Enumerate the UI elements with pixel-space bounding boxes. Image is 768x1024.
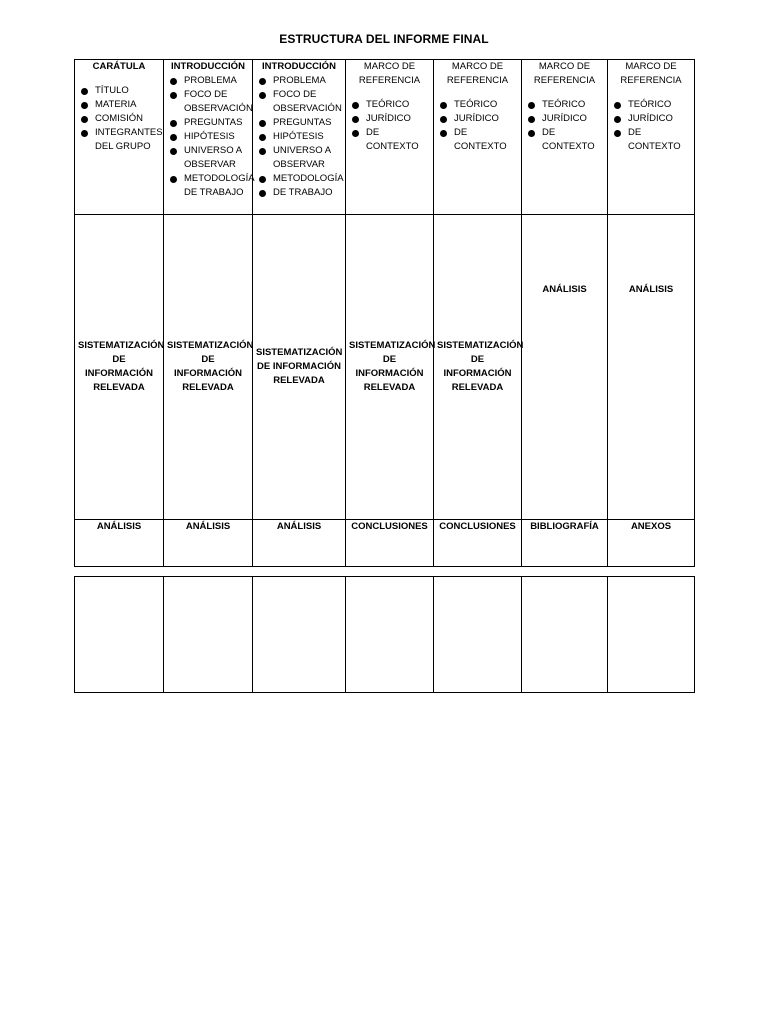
empty-cell [164, 577, 253, 693]
bullet-list [253, 74, 345, 200]
list-item: JURÍDICO [434, 112, 521, 126]
list-item: TEÓRICO [522, 98, 607, 112]
column-heading: INTRODUCCIÓN [262, 61, 336, 72]
column-heading: MARCO DE REFERENCIA [358, 61, 421, 86]
table-cell [434, 215, 522, 520]
list-item: PROBLEMA [253, 74, 345, 88]
bullet-list [434, 98, 521, 154]
list-item: DE TRABAJO [253, 186, 345, 200]
table-cell [346, 215, 434, 520]
list-item: INTEGRANTES DEL GRUPO [75, 126, 163, 154]
list-item: UNIVERSO A OBSERVAR [253, 144, 345, 172]
structure-table [74, 59, 695, 567]
column-heading: MARCO DE REFERENCIA [446, 61, 509, 86]
cell-marco-1 [346, 60, 434, 215]
document-title: ESTRUCTURA DEL INFORME FINAL [279, 32, 489, 46]
empty-cell [608, 577, 695, 693]
list-item: TEÓRICO [346, 98, 433, 112]
cell-text: SISTEMATIZACIÓN DE INFORMACIÓN RELEVADA [256, 347, 343, 386]
table-row [75, 577, 695, 693]
table-cell: ANÁLISIS [164, 520, 253, 567]
list-item: JURÍDICO [346, 112, 433, 126]
list-item: PROBLEMA [164, 74, 252, 88]
list-item: DE CONTEXTO [346, 126, 433, 154]
list-item: UNIVERSO A OBSERVAR [164, 144, 252, 172]
empty-table [74, 576, 695, 693]
column-heading: MARCO DE REFERENCIA [533, 61, 596, 86]
bullet-list [164, 74, 255, 200]
column-heading: CARÁTULA [92, 61, 146, 72]
cell-caratula [75, 60, 164, 215]
cell-introduccion-1 [164, 60, 253, 215]
cell-text: SISTEMATIZACIÓN DE INFORMACIÓN RELEVADA [167, 340, 254, 393]
cell-marco-2 [434, 60, 522, 215]
list-item: PREGUNTAS [164, 116, 252, 130]
cell-marco-4 [608, 60, 695, 215]
table-cell [608, 215, 695, 520]
cell-text: SISTEMATIZACIÓN DE INFORMACIÓN RELEVADA [437, 340, 524, 393]
table-cell: ANÁLISIS [253, 520, 346, 567]
list-item: FOCO DE OBSERVACIÓN [164, 88, 252, 116]
empty-cell [434, 577, 522, 693]
list-item: METODOLOGÍA [253, 172, 345, 186]
empty-cell [253, 577, 346, 693]
table-cell [253, 215, 346, 520]
list-item: DE CONTEXTO [608, 126, 694, 154]
list-item: JURÍDICO [522, 112, 607, 126]
list-item: DE CONTEXTO [434, 126, 521, 154]
table-cell: ANÁLISIS [75, 520, 164, 567]
table-cell: CONCLUSIONES [346, 520, 434, 567]
bullet-list [346, 98, 433, 154]
list-item: TÍTULO [75, 84, 163, 98]
empty-cell [522, 577, 608, 693]
table-row-sections [75, 60, 695, 215]
list-item: HIPÓTESIS [164, 130, 252, 144]
table-cell [75, 215, 164, 520]
bullet-list [75, 84, 163, 154]
list-item: TEÓRICO [434, 98, 521, 112]
empty-cell [75, 577, 164, 693]
table-cell: ANEXOS [608, 520, 695, 567]
table-cell [164, 215, 253, 520]
list-item: FOCO DE OBSERVACIÓN [253, 88, 345, 116]
bullet-list [522, 98, 607, 154]
cell-text: SISTEMATIZACIÓN DE INFORMACIÓN RELEVADA [349, 340, 436, 393]
cell-marco-3 [522, 60, 608, 215]
empty-cell [346, 577, 434, 693]
cell-text: SISTEMATIZACIÓN DE INFORMACIÓN RELEVADA [78, 340, 165, 393]
cell-text: ANÁLISIS [542, 284, 587, 295]
column-heading: MARCO DE REFERENCIA [620, 61, 682, 86]
table-row-middle [75, 215, 695, 520]
bullet-list [608, 98, 694, 154]
list-item: HIPÓTESIS [253, 130, 345, 144]
cell-introduccion-2 [253, 60, 346, 215]
list-item: JURÍDICO [608, 112, 694, 126]
list-item: COMISIÓN [75, 112, 163, 126]
column-heading: INTRODUCCIÓN [171, 61, 245, 72]
table-cell: CONCLUSIONES [434, 520, 522, 567]
table-row-bottom [75, 520, 695, 567]
table-cell [522, 215, 608, 520]
list-item: DE CONTEXTO [522, 126, 607, 154]
cell-text: ANÁLISIS [628, 284, 674, 295]
list-item: METODOLOGÍA DE TRABAJO [164, 172, 252, 200]
table-cell: BIBLIOGRAFÍA [522, 520, 608, 567]
list-item: TEÓRICO [608, 98, 694, 112]
list-item: MATERIA [75, 98, 163, 112]
list-item: PREGUNTAS [253, 116, 345, 130]
